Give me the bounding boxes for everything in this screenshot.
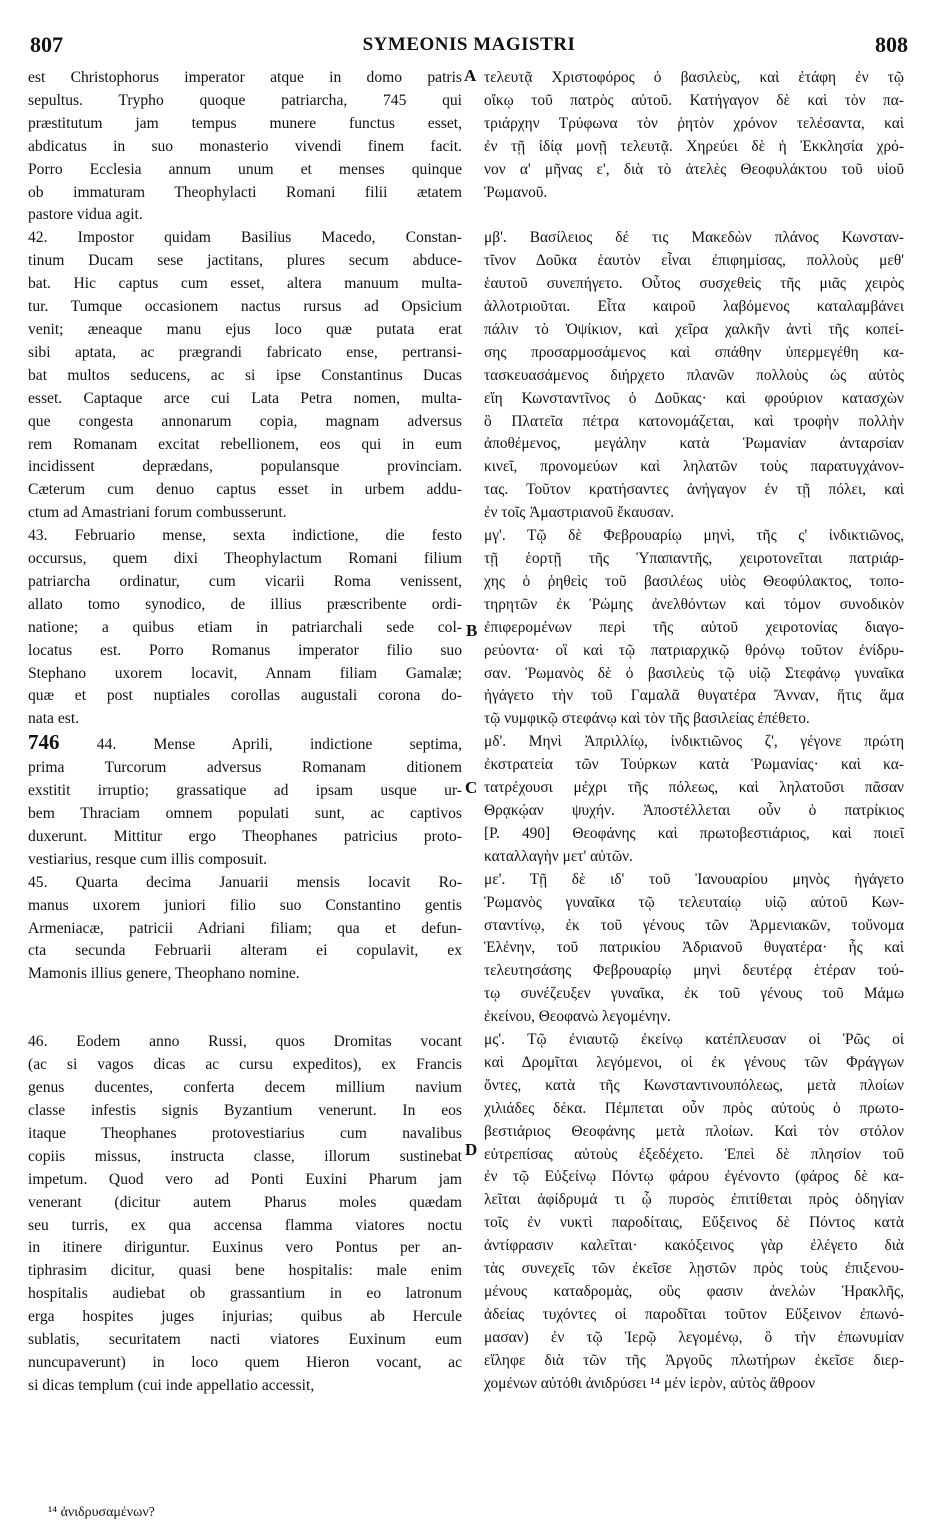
text-line: εἴληφε διὰ τῶν τῆς Ἀργοῦς πλωτήρων ἐκεῖσε διερ-	[484, 1351, 904, 1369]
text-line: ὃ Πλατεῖα πέτρα κατονομάζεται, καὶ τροφὴν πολλὴν	[484, 412, 904, 430]
text-line: τῇ ἑορτῇ τῆς Ὑπαπαντῆς, χειροτονεῖται πατριάρ-	[484, 550, 904, 568]
text-line: bat. Hic captus cum esset, altera manuum multa-	[28, 275, 462, 293]
text-line: que congesta annonarum copia, magnam adversus	[28, 412, 462, 430]
text-line: occursus, quem dixi Theophylactum Romani filium	[28, 550, 462, 568]
text-line: (ac si vagos dicas ac cursu expeditos), ex Francis	[28, 1056, 462, 1074]
latin-paragraph-41	[28, 67, 462, 227]
latin-paragraph-44	[28, 731, 462, 871]
text-line: ἐν τῇ ἰδίᾳ μονῇ τελευτᾷ. Χηρεύει δὲ ἡ Ἐκκλησία χρό-	[484, 137, 904, 155]
text-line: τριάρχην Τρύφωνα τὸν ῥητὸν χρόνον τελέσαντα, καὶ	[484, 114, 904, 132]
text-line: Ἑλένην, τοῦ πατρικίου Ἀδριανοῦ θυγατέρα· ἧς καὶ	[484, 939, 904, 957]
page-number-right: 808	[875, 32, 908, 57]
text-line: ἀλλοτριοῦται. Εἶτα καιροῦ λαβόμενος καταλαμβάνει	[484, 298, 904, 316]
greek-paragraph-46	[484, 1029, 904, 1396]
greek-paragraph-45	[484, 869, 904, 1029]
text-line: 46. Eodem anno Russi, quos Dromitas vocant	[28, 1033, 462, 1051]
text-line: μγ'. Τῷ δὲ Φεβρουαρίῳ μηνὶ, τῆς ς' ἰνδικτιῶνος,	[484, 527, 904, 545]
margin-marker-c: C	[465, 778, 478, 797]
text-line: pastore vidua agit.	[28, 206, 143, 224]
text-line: Ῥωμανοῦ.	[484, 183, 548, 201]
latin-paragraph-45	[28, 872, 462, 987]
text-line: sepultus. Trypho quoque patriarcha, 745 qui	[28, 91, 462, 109]
greek-paragraph-44	[484, 731, 904, 868]
text-line: ob immaturam Theophylacti Romani filii ætatem	[28, 183, 462, 201]
latin-paragraph-44-body	[28, 757, 462, 872]
text-line: ἑαυτοῦ συνεπήγετο. Οὗτος συσχεθεὶς τῆς μιᾶς χειρὸς	[484, 275, 904, 293]
text-line: bat multos seducens, ac si ipse Constantinus Ducas	[28, 366, 462, 384]
text-line: ἀδείας τυχόντες οἱ παροδῖται τοῦτον Εὔξεινον ἐπωνό-	[484, 1305, 904, 1323]
text-line: abdicatus in suo monasterio vivendi finem facit.	[28, 137, 462, 155]
text-line: τὰς συνεχεῖς τῶν ἐκεῖσε λῃστῶν πρὸς τοὺς ἐπιξενου-	[484, 1260, 904, 1278]
latin-paragraph-43	[28, 525, 462, 731]
text-line: τελευτᾷ Χριστοφόρος ὁ βασιλεὺς, καὶ ἐτάφη ἐν τῷ	[484, 69, 904, 86]
text-line: quæ et post nuptiales corollas augustali corona do-	[28, 687, 462, 705]
text-line: genus ducentes, conferta decem millium navium	[28, 1079, 462, 1097]
greek-column	[484, 67, 904, 1396]
text-line: πάλιν τὸ Ὀψίκιον, καὶ χεῖρα χαλκῆν ἀντὶ τῆς κοπεί-	[484, 320, 904, 338]
page-header	[0, 28, 938, 64]
text-line: natione; a quibus etiam in patriarchali sede col-	[28, 618, 462, 636]
text-line: si dicas templum (cui inde appellatio accessit,	[28, 1376, 315, 1394]
text-line: Ῥωμανὸς γυναῖκα τῷ τελευταίῳ υἱῷ αὐτοῦ Κων-	[484, 893, 904, 911]
text-line: Θρᾳκῴαν ψυχήν. Ἀποστέλλεται οὖν ὁ πατρίκιος	[484, 801, 904, 819]
text-line: itaque Theophanes protovestiarius cum navalibus	[28, 1124, 462, 1142]
text-line: venerant (dicitur autem Pharus moles quædam	[28, 1193, 462, 1211]
text-line: Armeniacæ, patricii Adriani filiam; qua et defun-	[28, 919, 462, 937]
text-line: cta secunda Februarii alteram ei copulavit, ex	[28, 942, 462, 960]
text-line: ἠγάγετο τὴν τοῦ Γαμαλᾶ θυγατέρα Ἄνναν, ἥτις ἅμα	[484, 687, 904, 705]
text-line: esset. Captaque arce cui Lata Petra nomen, multa-	[28, 389, 462, 407]
text-line: tinum Ducam sese jactitans, plures secum abduce-	[28, 252, 462, 270]
text-line: μασαν) ἐν τῷ Ἱερῷ λεγομένῳ, ὃ τὴν ἐπωνυμίαν	[484, 1328, 904, 1346]
text-line: σαν. Ῥωμανὸς δὲ ὁ βασιλεὺς τῷ υἱῷ Στεφάνῳ γυναῖκα	[484, 664, 904, 682]
text-line: τατρέχουσι μέχρι τῆς πόλεως, καὶ ληλατοῦσι πᾶσαν	[484, 779, 904, 797]
latin-paragraph-42	[28, 227, 462, 525]
text-line	[28, 731, 462, 757]
text-line: patriarcha ordinatur, cum vicarii Roma venissent,	[28, 572, 462, 590]
spacer	[484, 204, 904, 227]
text-line: tur. Tumque occasionem nactus rursus ad Opsicium	[28, 298, 462, 316]
text-line: τῖνον Δοῦκα ἑαυτὸν εἶναι ἐπιφημίσας, πολλοὺς μεθ'	[484, 252, 904, 270]
text-line: χομένων αὐτόθι ἀνιδρύσει ¹⁴ μέν ἱερὸν, αὐτὸς ἄθροον	[484, 1374, 816, 1392]
margin-marker-b: B	[466, 621, 478, 640]
text-line: allato tomo synodico, de illius præscribente ordi-	[28, 595, 462, 613]
text-line: 43. Februario mense, sexta indictione, die festo	[28, 527, 462, 545]
text-line: Cæterum cum denuo captus esset in urbem addu-	[28, 481, 462, 499]
text-line: ctum ad Amastriani forum combusserunt.	[28, 504, 287, 522]
text-line: præstitutum jam tempus munere functus esset,	[28, 114, 462, 132]
text-line: μς'. Τῷ ἐνιαυτῷ ἐκείνῳ κατέπλευσαν οἱ Ῥῶς οἱ	[484, 1031, 904, 1049]
footnote: ¹⁴ ἀνιδρυσαμένων?	[48, 1505, 155, 1520]
text-line: 42. Impostor quidam Basilius Macedo, Constan-	[28, 229, 462, 247]
text-line: τηρητῶν ἐκ Ῥώμης ἀνελθόντων καὶ τόμον συνοδικὸν	[484, 595, 904, 613]
text-line: κινεῖ, προνομεύων καὶ ληλατῶν τοὺς παρατυγχάνον-	[484, 458, 904, 476]
text-line: duxerunt. Mittitur ergo Theophanes patricius proto-	[28, 827, 462, 845]
text-line: τῷ νυμφικῷ στεφάνῳ καὶ τὸν τῆς βασιλείας ἐπέθετο.	[484, 710, 810, 728]
text-line: χιλιάδες δέκα. Πέμπεται οὖν πρὸς αὐτοὺς ὁ πρωτο-	[484, 1099, 904, 1117]
greek-paragraph-42	[484, 227, 904, 525]
text-line: ἐν τῷ Εὐξείνῳ Πόντῳ φάρου ἐγένοντο (φάρος δὲ κα-	[484, 1168, 904, 1186]
margin-page-number: 746	[28, 730, 60, 755]
text-line: manus uxorem juniori filio suo Constantino gentis	[28, 896, 462, 914]
text-line: ἐκστρατεία τῶν Τούρκων κατὰ Ῥωμανίας· καὶ κα-	[484, 756, 904, 774]
text-line: νον α' μῆνας ε', διὰ τὸ ἀτελὲς Θεοφυλάκτου τοῦ υἱοῦ	[484, 160, 904, 178]
text-line: venit; æneaque manu ejus loco quæ putata erat	[28, 320, 462, 338]
text-line: μένους καταδρομὰς, οὓς φασιν ἀνελὼν Ἡρακλῆς,	[484, 1283, 904, 1301]
text-line: σης προσαρμοσάμενος καὶ σπάθην ὑπερμεγέθη κα-	[484, 343, 904, 361]
running-title: SYMEONIS MAGISTRI	[362, 34, 576, 55]
latin-paragraph-46	[28, 1031, 462, 1398]
text-line: locatus est. Porro Romanus imperator filio suo	[28, 641, 462, 659]
text-line: βεστιάριος Θεοφάνης μετὰ πλοίων. Καὶ τὸν στόλον	[484, 1122, 904, 1140]
page-number-left: 807	[30, 32, 63, 57]
text-line: με'. Τῇ δὲ ιδ' τοῦ Ἰανουαρίου μηνὸς ἠγάγετο	[484, 870, 904, 888]
text-line: sibi aptata, ac prægrandi fabricato ense, pertransi-	[28, 343, 462, 361]
text-line: vestiarius, resque cum illis composuit.	[28, 850, 268, 868]
text-line: τασκευασάμενος διήρχετο πλανῶν πολλοὺς ὡς αὐτὸς	[484, 366, 904, 384]
text-line: copiis missus, instructa classe, illorum sustinebat	[28, 1147, 462, 1165]
text-line: καταλλαγὴν μετ' αὐτῶν.	[484, 847, 633, 865]
text-line: λεῖται ἀφίδρυμά τι ᾧ πυρσὸς ἐπιτίθεται πρὸς ὁδηγίαν	[484, 1191, 904, 1209]
paragraph-heading: 44. Mense Aprili, indictione septima,	[96, 736, 462, 754]
text-line: σταντίνῳ, ἐκ τοῦ γένους τῶν Ἀρμενιακῶν, τοὔνομα	[484, 916, 904, 934]
text-line: exstitit irruptio; grassatique ad ipsam usque ur-	[28, 782, 462, 800]
text-line: ἀποθέμενος, μεγάλην κατὰ Ῥωμανίαν ἀνταρσίαν	[484, 435, 904, 453]
text-line: nata est.	[28, 710, 80, 728]
text-line: τοῖς ἐν νυκτὶ παροδίταις, Εὔξεινος δὲ Πόντος κατὰ	[484, 1214, 904, 1232]
text-line: Stephano uxorem locavit, Annam filiam Gamalæ;	[28, 664, 462, 682]
text-line: χης ὁ ῥηθεὶς τοῦ βασιλέως υἱὸς Θεοφύλακτος, τοπο-	[484, 572, 904, 590]
text-line: οἴκῳ τοῦ πατρὸς αὐτοῦ. Κατήγαγον δὲ καὶ τὸν πα-	[484, 91, 904, 109]
text-line: prima Turcorum adversus Romanam ditionem	[28, 759, 462, 777]
text-line: ἀντίφρασιν καλεῖται· κακόξεινος γὰρ ἐλέγετο διὰ	[484, 1237, 904, 1255]
text-line: bem Thraciam omnem populati sunt, ac captivos	[28, 805, 462, 822]
text-line: impetum. Quod vero ad Ponti Euxini Pharum jam	[28, 1170, 462, 1188]
text-line: Mamonis illius genere, Theophano nomine.	[28, 965, 300, 983]
text-line: sublatis, securitatem nacti viatores Euxinum eum	[28, 1331, 462, 1349]
margin-marker-d: D	[465, 1140, 478, 1159]
margin-marker-a: A	[464, 66, 477, 85]
text-line: est Christophorus imperator atque in domo patris	[28, 69, 462, 86]
text-line: εὐτρεπίσας αὐτοὺς ἐξεδέχετο. Ἐπεὶ δὲ πλησίον τοῦ	[484, 1145, 904, 1163]
text-line: rem Romanam excitat rebellionem, eos qui in eum	[28, 435, 462, 453]
text-line: μδ'. Μηνὶ Ἀπριλλίῳ, ἰνδικτιῶνος ζ', γέγονε πρώτη	[484, 733, 904, 751]
text-line: τῳ συνέζευξεν γυναῖκα, ἐκ τοῦ γένους τοῦ Μάμω	[484, 985, 904, 1003]
text-line: ἐκείνου, Θεοφανὼ λεγομένην.	[484, 1008, 671, 1026]
text-line: 45. Quarta decima Januarii mensis locavit Ro-	[28, 873, 462, 891]
text-line: hospitalis audiebat ob grassantium in eo latronum	[28, 1285, 462, 1303]
text-line: classe infestis signis Byzantium venerunt. In eos	[28, 1101, 462, 1119]
text-line: seu turris, ex qua accensa flamma viatores noctu	[28, 1216, 462, 1234]
text-line: [P. 490] Θεοφάνης καὶ πρωτοβεστιάριος, καὶ ποιεῖ	[484, 824, 904, 842]
text-line: tiphrasim dicitur, quasi bene hospitalis: male enim	[28, 1262, 462, 1280]
text-line: τας. Τοῦτον κρατήσαντες ἀνήγαγον ἐν τῇ πόλει, καὶ	[484, 481, 904, 499]
text-line: ἐπιφερομένων περὶ τῆς αὐτοῦ χειροτονίας διαγο-	[484, 618, 904, 636]
text-line: Porro Ecclesia annum unum et menses quinque	[28, 160, 462, 178]
greek-paragraph-43	[484, 525, 904, 731]
spacer	[28, 986, 462, 1031]
text-line: incidissent deprædans, populansque provinciam.	[28, 458, 462, 476]
text-line: καὶ Δρομῖται λεγόμενοι, οἱ ἐκ γένους τῶν Φράγγων	[484, 1053, 904, 1071]
greek-paragraph-41	[484, 67, 904, 204]
text-line: ὄντες, κατὰ τῆς Κωνσταντινουπόλεως, μετὰ πλοίων	[484, 1076, 904, 1094]
latin-column	[28, 67, 462, 1398]
text-line: μβ'. Βασίλειος δέ τις Μακεδὼν πλάνος Κωνσταν-	[484, 229, 904, 247]
text-line: in itinere diriguntur. Euxinus vero Pontus per an-	[28, 1239, 462, 1257]
text-line: ρεύοντα· οἳ καὶ τῷ πατριαρχικῷ θρόνῳ τοῦτον ἐνίδρυ-	[484, 641, 904, 659]
text-line: nuncupaverunt) in loco quem Hieron vocant, ac	[28, 1353, 462, 1371]
text-line: τελευτησάσης Φεβρουαρίῳ μηνὶ δευτέρᾳ ἑτέραν τού-	[484, 962, 904, 980]
text-line: εἴη Κωνσταντῖνος ὁ Δοῦκας· καὶ φρούριον κατασχὼν	[484, 389, 904, 407]
text-line: erga hospites juges injurias; quibus ab Hercule	[28, 1308, 462, 1326]
text-line: ἐν τοῖς Ἀμαστριανοῦ ἔκαυσαν.	[484, 504, 675, 522]
